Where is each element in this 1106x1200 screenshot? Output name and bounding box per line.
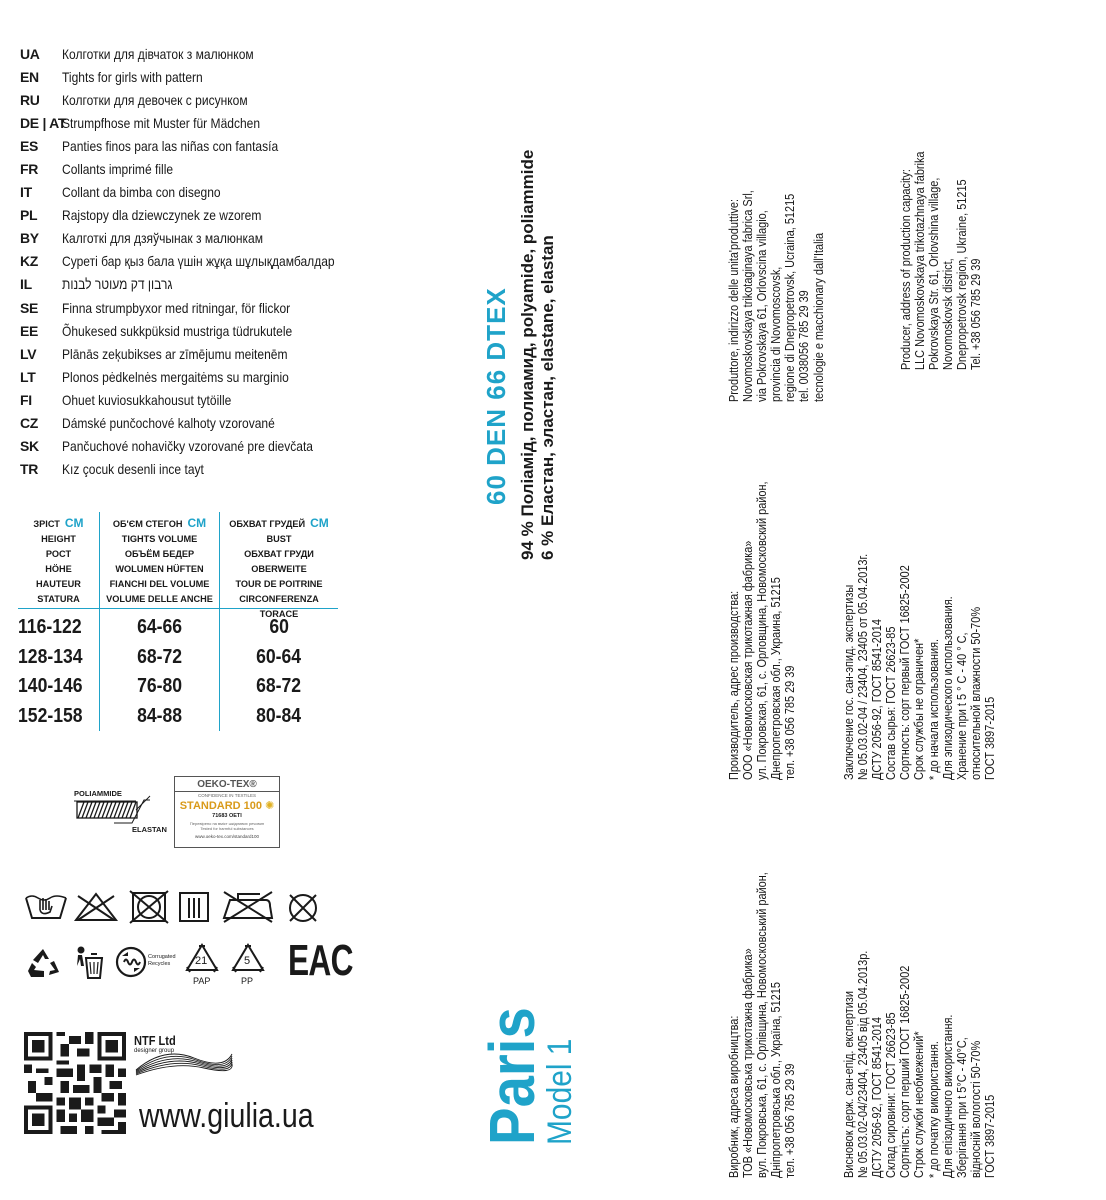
corrugated-circle-icon <box>114 945 148 979</box>
unit-label: CM <box>310 516 329 530</box>
language-row <box>20 435 379 458</box>
info-line: Tel. +38 056 785 29 39 <box>968 258 984 370</box>
header-line: HÖHE <box>45 564 72 574</box>
size-cell: 64-66 <box>136 616 183 638</box>
info-line: тел. +38 056 785 29 39 <box>782 665 798 780</box>
language-code: IT <box>20 184 32 201</box>
info-line: ГОСТ 3897-2015 <box>981 1094 997 1178</box>
language-product-text: Õhukesed sukkpüksid mustriga tüdrukutele <box>62 322 293 339</box>
fibre-label-polyamide: POLIAMMIDE <box>74 789 122 798</box>
size-cell: 80-84 <box>256 704 302 727</box>
language-code: SE <box>20 299 39 316</box>
info-line: * до начала использования. <box>925 638 941 780</box>
language-code: IL <box>20 276 32 293</box>
language-product-text: Panties finos para las niñas con fantasía <box>62 137 279 154</box>
info-line: вул. Покровська, 61, с. Орлівщина, Новомосковський район, <box>754 872 770 1178</box>
info-line: tecnologie e macchionary dall'Italia <box>810 232 826 402</box>
language-row <box>20 227 379 250</box>
info-line: Висновок держ. сан-епід. експертизи <box>841 991 856 1178</box>
header-line: РОСТ <box>45 549 72 559</box>
language-code: FI <box>20 391 32 408</box>
size-table <box>18 512 338 731</box>
certificate-ua-block <box>842 907 997 1178</box>
no-dry-clean-icon <box>286 892 320 924</box>
info-line: Срок службы не ограничен* <box>911 638 927 780</box>
header-line: HAUTEUR <box>36 579 81 589</box>
language-product-text: Plonos pėdkelnės mergaitėms su marginio <box>62 368 289 385</box>
certificate-ru-block <box>842 511 997 780</box>
header-line: ОБЪЁМ БЕДЕР <box>124 549 195 559</box>
info-line: Строк служби необмежений* <box>911 1031 927 1178</box>
info-line: ГОСТ 3897-2015 <box>981 696 997 780</box>
info-line: № 05.03.02-04 / 23404, 23405 от 05.04.2013г. <box>855 553 871 780</box>
info-line: provincia di Novomoscovsk, <box>768 266 784 402</box>
info-line: via Pokrovskaya 61, Orlovscina villagio, <box>754 210 770 402</box>
info-line: Для епізодичного використання. <box>939 1014 955 1178</box>
language-product-text: Collants imprimé fille <box>62 161 174 178</box>
header-line: HEIGHT <box>41 534 76 544</box>
product-title: Paris <box>476 1007 548 1145</box>
info-line: Novomoskovskaya trikotaginaya fabrica Srl, <box>740 190 756 402</box>
language-list <box>20 42 379 481</box>
language-code: EN <box>20 68 39 85</box>
language-code: ES <box>20 137 39 154</box>
language-product-text: גרבון דק מעוטר לבנות <box>62 276 173 293</box>
language-code: EE <box>20 322 39 339</box>
language-code: DE | AT <box>20 114 67 131</box>
pp-number: 5 <box>244 955 251 967</box>
line-dry-icon <box>178 890 212 924</box>
ntf-title: NTF Ltd <box>134 1033 176 1048</box>
product-name <box>476 988 579 1145</box>
ntf-logo <box>134 1032 183 1054</box>
website-url: www.giulia.ua <box>139 1097 314 1135</box>
oeko-tested: Перевірено на вміст шкідливих речовин Tested for harmful substances <box>189 821 265 831</box>
header-line: BUST <box>266 534 292 544</box>
size-cell: 128-134 <box>18 645 83 668</box>
header-line: ОБХВАТ ГРУДЕЙ CM <box>229 516 329 530</box>
language-product-text: Plānās zeķubikses ar zīmējumu meitenēm <box>62 345 288 362</box>
info-line: Сортність: сорт перший ГОСТ 16825-2002 <box>897 965 913 1178</box>
oeko-number: 71683 OETI <box>212 813 242 819</box>
info-line: Зберігання при t 5°С - 40°С, <box>953 1037 969 1178</box>
size-table-header <box>18 512 338 619</box>
info-line: Produttore, indirizzo delle unita'produttive: <box>726 198 741 402</box>
language-product-text: Калготкі для дзяўчынак з малюнкам <box>62 230 264 247</box>
pp-recycle-icon <box>230 942 266 988</box>
info-line: ДСТУ 2056-92, ГОСТ 8541-2014 <box>869 619 885 780</box>
info-line: LLC Novomoskovskaya trikotazhnaya fabrika <box>912 151 928 370</box>
info-line: tel. 0038056 785 29 39 <box>796 290 812 402</box>
column-hips-values <box>100 609 220 731</box>
unit-label: CM <box>64 516 84 530</box>
producer-ua-block <box>727 814 797 1178</box>
header-line: TIGHTS VOLUME <box>121 534 198 544</box>
language-product-text: Колготки для дівчаток з малюнком <box>62 45 254 62</box>
language-row <box>20 134 379 157</box>
recycle-icon <box>24 945 62 981</box>
language-code: KZ <box>20 253 39 270</box>
composition-line-polyamide: 94 % Поліамід, полиамид, polyamide, poliammide <box>518 149 537 560</box>
size-cell: 68-72 <box>256 675 302 697</box>
size-cell: 76-80 <box>136 675 183 697</box>
language-row <box>20 319 379 342</box>
language-row <box>20 111 379 134</box>
info-line: ДСТУ 2056-92, ГОСТ 8541-2014 <box>869 1017 885 1178</box>
pap-number: 21 <box>195 955 208 967</box>
producer-ru-block <box>727 425 797 780</box>
size-cell: 140-146 <box>18 675 83 697</box>
info-line: Виробник, адреса виробництва: <box>726 1015 741 1178</box>
qr-code <box>24 1032 126 1134</box>
oeko-tex-badge <box>174 776 280 848</box>
language-product-text: Pančuchové nohavičky vzorované pre dievčata <box>62 438 313 455</box>
info-line: regione di Dnepropetrovsk, Ucraina, 51215 <box>782 193 798 402</box>
language-row <box>20 157 379 180</box>
language-code: RU <box>20 91 40 108</box>
language-product-text: Колготки для девочек с рисунком <box>62 91 248 108</box>
language-row <box>20 388 379 411</box>
composition-line-elastane: 6 % Еластан, эластан, elastane, elastan <box>537 235 557 560</box>
header-bust <box>220 512 338 619</box>
column-height-values <box>18 609 100 731</box>
language-code: SK <box>20 438 39 455</box>
language-row <box>20 296 379 319</box>
composition <box>518 150 557 560</box>
language-row <box>20 365 379 388</box>
language-product-text: Ohuet kuviosukkahousut tytöille <box>62 391 232 408</box>
info-line: Состав сырья: ГОСТ 26623-85 <box>883 626 899 780</box>
info-line: № 05.03.02-04/23404, 23405 від 05.04.2013р. <box>855 950 871 1178</box>
language-row <box>20 342 379 365</box>
language-product-text: Kız çocuk desenli ince tayt <box>62 461 204 478</box>
info-line: Производитель, адрес производства: <box>726 590 741 780</box>
producer-it-block <box>727 150 826 402</box>
info-line: ТОВ «Новомосковська трикотажна фабрика» <box>740 948 756 1178</box>
corrugated-recycle-icon <box>114 945 178 981</box>
header-height <box>18 512 100 608</box>
header-line: ЗРІСТ CM <box>33 516 84 530</box>
oeko-confidence: CONFIDENCE IN TEXTILES <box>198 793 256 798</box>
language-product-text: Суреті бар қыз бала үшін жұқа шұлықдамбалдар <box>62 253 335 270</box>
language-code: LT <box>20 368 36 385</box>
language-product-text: Rajstopy dla dziewczynek ze wzorem <box>62 207 262 224</box>
language-row <box>20 181 379 204</box>
density-label: 60 DEN 66 DTEX <box>481 287 511 505</box>
sun-icon: ✺ <box>265 800 275 812</box>
fibre-label-elastan: ELASTAN <box>132 825 167 834</box>
info-line: относительной влажности 50-70% <box>967 606 983 780</box>
info-line: Склад сировини: ГОСТ 26623-85 <box>883 1012 899 1178</box>
hand-wash-icon <box>24 892 68 922</box>
language-code: BY <box>20 230 39 247</box>
language-product-text: Collant da bimba con disegno <box>62 184 221 201</box>
language-row <box>20 458 379 481</box>
header-line: STATURA <box>37 594 80 604</box>
header-line: OBERWEITE <box>251 564 307 574</box>
language-product-text: Finna strumpbyxor med ritningar, för flickor <box>62 299 291 316</box>
oeko-standard: STANDARD 100 ✺ <box>179 800 275 812</box>
size-cell: 84-88 <box>136 704 183 727</box>
language-code: PL <box>20 207 38 224</box>
product-model: Model 1 <box>541 1038 579 1145</box>
size-table-body <box>18 608 338 731</box>
ntf-subtitle: designer group <box>134 1048 175 1054</box>
wave-lines-icon <box>134 1046 234 1076</box>
unit-label: CM <box>187 516 207 530</box>
header-line: CIRCONFERENZA TORACE <box>239 594 319 619</box>
info-line: Producer, address of production capacity: <box>898 169 913 370</box>
language-product-text: Tights for girls with pattern <box>62 68 203 85</box>
fibre-diagram <box>74 788 184 838</box>
header-line: WOLUMEN HÜFTEN <box>115 564 204 574</box>
oeko-brand: OEKO-TEX® <box>175 777 279 792</box>
info-line: Для эпизодического использования. <box>939 596 955 780</box>
language-row <box>20 250 379 273</box>
language-product-text: Dámské punčochové kalhoty vzorované <box>62 415 275 432</box>
language-row <box>20 88 379 111</box>
language-code: TR <box>20 461 39 478</box>
pp-label: PP <box>241 976 254 986</box>
header-line: ОБХВАТ ГРУДИ <box>244 549 314 559</box>
info-line: Сортность: сорт первый ГОСТ 16825-2002 <box>897 565 913 780</box>
header-hips <box>100 512 220 608</box>
info-line: Novomoskovsk district, <box>940 258 956 370</box>
header-line: FIANCHI DEL VOLUME <box>109 579 210 589</box>
info-line: тел. +38 056 785 29 39 <box>782 1063 798 1178</box>
info-line: * до початку використання. <box>925 1041 941 1178</box>
trash-bin-icon <box>72 944 106 982</box>
size-cell: 152-158 <box>18 704 83 727</box>
info-line: Заключение гос. сан-эпид. экспертизы <box>841 584 856 780</box>
eac-mark: EAC <box>288 936 353 985</box>
info-line: Хранение при t 5 ° С - 40 ° С, <box>953 632 969 780</box>
pap-recycle-icon <box>184 942 220 988</box>
language-code: CZ <box>20 415 39 432</box>
corrugated-label: Corrugated Recycles <box>148 954 176 967</box>
no-iron-icon <box>220 890 276 924</box>
language-code: LV <box>20 345 37 362</box>
language-row <box>20 42 379 65</box>
language-product-text: Strumpfhose mit Muster für Mädchen <box>62 114 261 131</box>
no-tumble-dry-icon <box>128 890 170 924</box>
size-cell: 60 <box>269 616 289 638</box>
language-row <box>20 412 379 435</box>
header-line: ОБ'ЄМ СТЕГОН CM <box>112 516 207 530</box>
info-line: Дніпропетровська обл., Україна, 51215 <box>768 982 784 1178</box>
column-bust-values <box>220 609 338 731</box>
language-row <box>20 273 379 296</box>
header-line: VOLUME DELLE ANCHE <box>106 594 213 604</box>
oeko-url: www.oeko-tex.com/standard100 <box>194 834 260 839</box>
no-bleach-icon <box>72 892 120 922</box>
fibre-coil-icon <box>74 788 184 838</box>
size-cell: 116-122 <box>18 616 82 638</box>
language-code: FR <box>20 161 39 178</box>
info-line: ООО «Новомосковская трикотажная фабрика» <box>740 540 756 780</box>
info-line: Днепропетровская обл., Украина, 51215 <box>768 577 784 780</box>
size-cell: 68-72 <box>136 645 183 668</box>
info-line: Pokrovskaya Str. 61, Orlovshina village, <box>926 177 942 370</box>
size-cell: 60-64 <box>256 645 302 668</box>
language-row <box>20 65 379 88</box>
info-line: відносній вологості 50-70% <box>967 1040 983 1178</box>
header-line: TOUR DE POITRINE <box>235 579 323 589</box>
producer-en-block <box>899 110 984 370</box>
language-row <box>20 204 379 227</box>
pap-label: PAP <box>193 976 211 986</box>
info-line: ул. Покровская, 61, с. Орловщина, Новомосковский район, <box>754 481 770 780</box>
language-code: UA <box>20 45 40 62</box>
info-line: Dnepropetrovsk region, Ukraine, 51215 <box>954 179 970 370</box>
